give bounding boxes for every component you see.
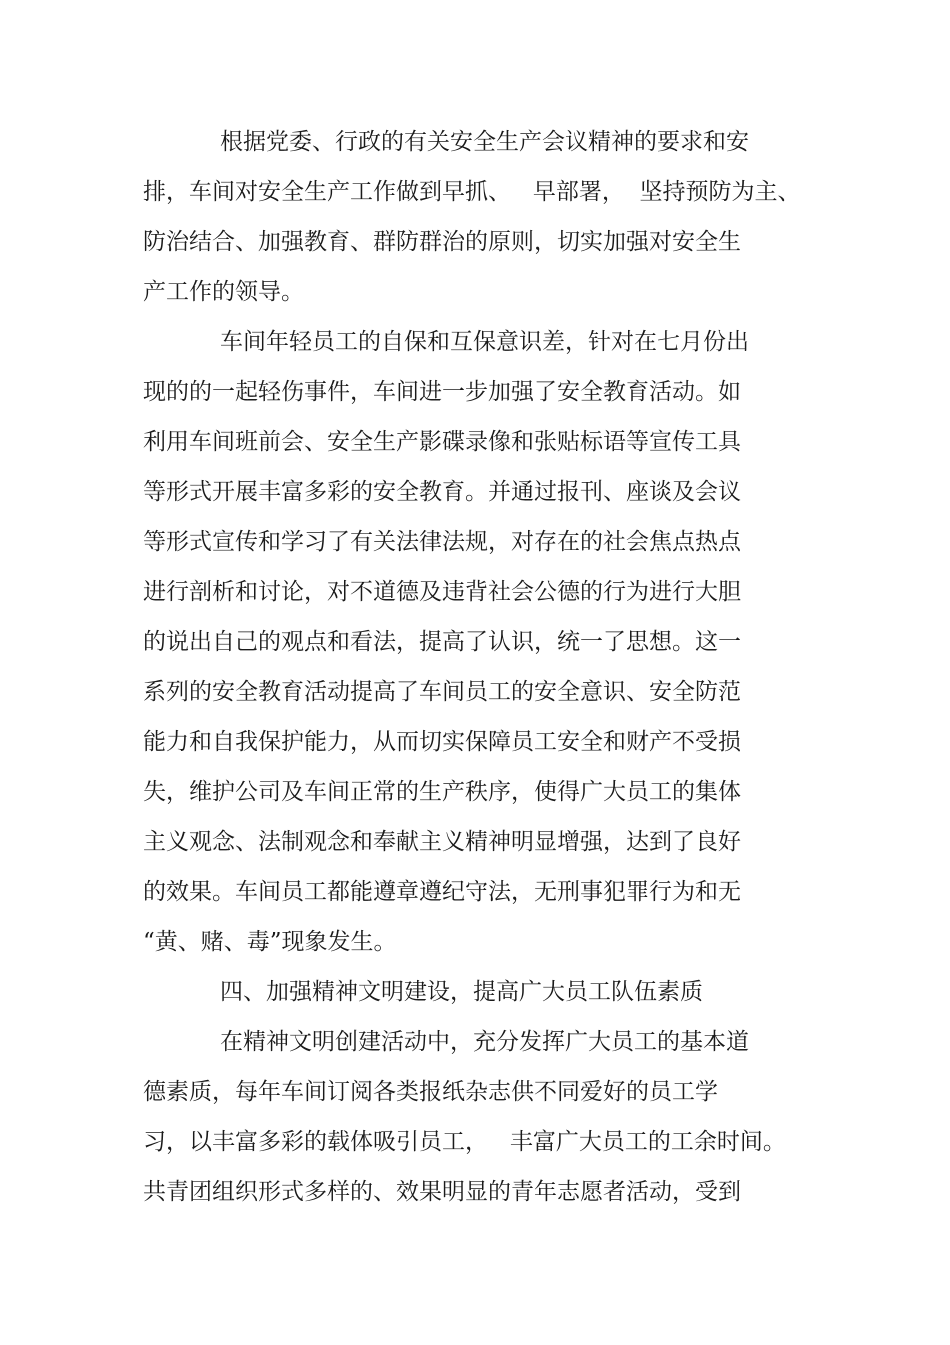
paragraph-3-line-3: 习，以丰富多彩的载体吸引员工， 丰富广大员工的工余时间。 (143, 1129, 786, 1155)
paragraph-1-line-3: 防治结合、加强教育、群防群治的原则，切实加强对安全生 (143, 229, 741, 255)
paragraph-2-line-8: 系列的安全教育活动提高了车间员工的安全意识、安全防范 (143, 679, 741, 705)
paragraph-2-line-3: 利用车间班前会、安全生产影碟录像和张贴标语等宣传工具 (143, 429, 741, 455)
paragraph-2-line-1: 车间年轻员工的自保和互保意识差，针对在七月份出 (220, 329, 749, 355)
paragraph-3-line-2: 德素质，每年车间订阅各类报纸杂志供不同爱好的员工学 (143, 1079, 718, 1105)
paragraph-1-line-2: 排，车间对安全生产工作做到早抓、 早部署， 坚持预防为主、 (143, 179, 801, 205)
paragraph-2-line-2: 现的的一起轻伤事件，车间进一步加强了安全教育活动。如 (143, 379, 741, 405)
paragraph-1-line-4: 产工作的领导。 (143, 279, 304, 305)
paragraph-2-line-5: 等形式宣传和学习了有关法律法规，对存在的社会焦点热点 (143, 529, 741, 555)
paragraph-2-line-11: 主义观念、法制观念和奉献主义精神明显增强，达到了良好 (143, 829, 741, 855)
paragraph-2-line-13: “黄、赌、毒”现象发生。 (143, 929, 397, 955)
paragraph-2-line-9: 能力和自我保护能力，从而切实保障员工安全和财产不受损 (143, 729, 741, 755)
paragraph-2-line-12: 的效果。车间员工都能遵章遵纪守法，无刑事犯罪行为和无 (143, 879, 741, 905)
paragraph-2-line-7: 的说出自己的观点和看法，提高了认识，统一了思想。这一 (143, 629, 741, 655)
paragraph-1-line-1: 根据党委、行政的有关安全生产会议精神的要求和安 (220, 129, 749, 155)
paragraph-3-line-1: 在精神文明创建活动中，充分发挥广大员工的基本道 (220, 1029, 749, 1055)
section-heading: 四、加强精神文明建设，提高广大员工队伍素质 (220, 979, 703, 1005)
paragraph-2-line-4: 等形式开展丰富多彩的安全教育。并通过报刊、座谈及会议 (143, 479, 741, 505)
paragraph-2-line-6: 进行剖析和讨论，对不道德及违背社会公德的行为进行大胆 (143, 579, 741, 605)
paragraph-2-line-10: 失，维护公司及车间正常的生产秩序，使得广大员工的集体 (143, 779, 741, 805)
paragraph-3-line-4: 共青团组织形式多样的、效果明显的青年志愿者活动，受到 (143, 1179, 741, 1205)
